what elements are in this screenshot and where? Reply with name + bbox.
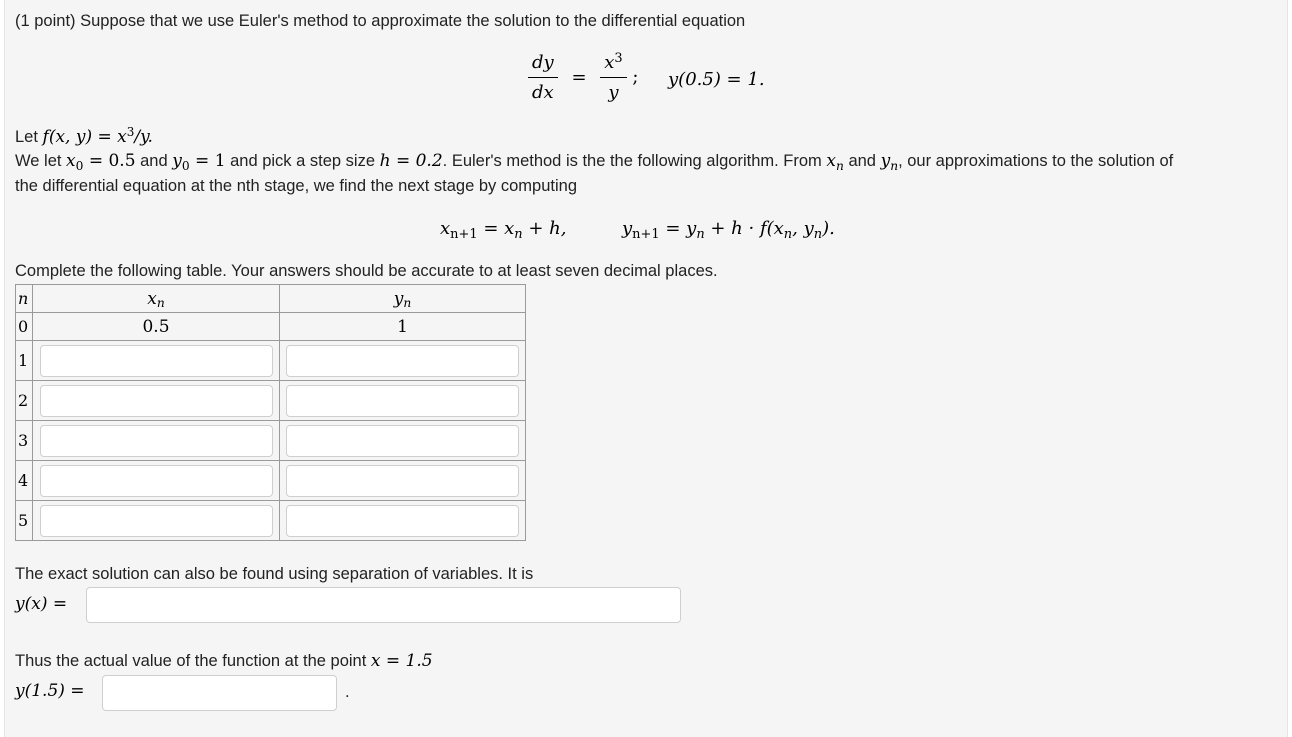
- algorithm-paragraph-line2: the differential equation at the nth stage, we find the next stage by computing: [15, 177, 577, 195]
- x0-base: x: [66, 151, 76, 171]
- yn-base: y: [880, 151, 891, 171]
- exact-solution-text: The exact solution can also be found using separation of variables. It is: [15, 565, 534, 583]
- header-yn: [280, 285, 526, 313]
- y3-input[interactable]: [286, 425, 519, 457]
- row-index: 4: [16, 461, 33, 501]
- let-tail: /y.: [134, 127, 153, 147]
- exact-solution-label: y(x) =: [15, 594, 68, 614]
- algorithm-y-step: [622, 218, 835, 242]
- y2-input[interactable]: [286, 385, 519, 417]
- euler-table: [15, 284, 526, 541]
- y1-cell: [280, 341, 526, 381]
- table-row: [16, 461, 526, 501]
- ode-lhs-fraction: [528, 52, 558, 103]
- x0-value: 0.5: [33, 313, 280, 341]
- alg-a2-sub: n: [514, 226, 523, 242]
- x4-cell: [33, 461, 280, 501]
- alg-b1-sub: n+1: [632, 226, 660, 242]
- y5-input[interactable]: [286, 505, 519, 537]
- y4-cell: [280, 461, 526, 501]
- x2-cell: [33, 381, 280, 421]
- step-size: h = 0.2: [379, 151, 443, 171]
- header-yn-base: y: [393, 288, 404, 309]
- let-f-line: [15, 127, 153, 147]
- y5-cell: [280, 501, 526, 541]
- alg-b3: + h · f(x: [704, 218, 784, 239]
- alg-b4-sub: n: [813, 226, 823, 242]
- let-prefix: Let: [15, 128, 43, 146]
- let-func: f(x, y) = x: [42, 127, 127, 147]
- alg-a3: + h,: [522, 218, 567, 239]
- ode-rhs-den: y: [608, 82, 619, 103]
- x3-input[interactable]: [40, 425, 273, 457]
- row-index: 1: [16, 341, 33, 381]
- actual-value-label: y(1.5) =: [15, 681, 85, 701]
- yn-sub: n: [890, 158, 899, 173]
- y0-value: 1: [280, 313, 526, 341]
- ode-rhs-num-exp: 3: [614, 50, 623, 66]
- y0-val: = 1: [189, 151, 226, 171]
- row-index: 0: [16, 313, 33, 341]
- let-exp: 3: [126, 125, 135, 139]
- table-row: [16, 381, 526, 421]
- alg-b4: , y: [792, 218, 814, 239]
- header-yn-sub: n: [403, 296, 412, 311]
- alg-b3-sub: n: [783, 226, 793, 242]
- y0-base: y: [172, 151, 182, 171]
- para-t2: and: [135, 152, 173, 170]
- x1-input[interactable]: [40, 345, 273, 377]
- algorithm-paragraph: [15, 151, 1173, 171]
- header-xn-base: x: [147, 288, 157, 309]
- row-index: 3: [16, 421, 33, 461]
- y1-input[interactable]: [286, 345, 519, 377]
- ode-separator: ;: [632, 66, 639, 88]
- x2-input[interactable]: [40, 385, 273, 417]
- actual-value-point: x = 1.5: [370, 651, 433, 671]
- x3-cell: [33, 421, 280, 461]
- para-t1: We let: [15, 152, 67, 170]
- y0-sub: 0: [181, 158, 190, 173]
- alg-b2: = y: [659, 218, 697, 239]
- alg-b1: y: [622, 218, 633, 239]
- x1-cell: [33, 341, 280, 381]
- xn-sub: n: [835, 158, 844, 173]
- actual-value-text: [15, 651, 433, 671]
- exact-solution-input[interactable]: [86, 587, 681, 623]
- ode-rhs-fraction: [600, 52, 626, 103]
- alg-a2: = x: [477, 218, 515, 239]
- para-t5: and: [843, 152, 881, 170]
- alg-a1-sub: n+1: [450, 226, 478, 242]
- ode-rhs-num-base: x: [604, 52, 615, 73]
- actual-value-input[interactable]: [102, 675, 337, 711]
- x0-sub: 0: [75, 158, 84, 173]
- ode-equation: [528, 52, 638, 103]
- alg-b5: ).: [822, 218, 835, 239]
- header-xn-sub: n: [156, 296, 165, 311]
- problem-intro: (1 point) Suppose that we use Euler's method to approximate the solution to the differential equation: [15, 12, 746, 30]
- alg-a1: x: [440, 218, 451, 239]
- x5-input[interactable]: [40, 505, 273, 537]
- x5-cell: [33, 501, 280, 541]
- para-t3: and pick a step size: [225, 152, 380, 170]
- y2-cell: [280, 381, 526, 421]
- table-header-row: [16, 285, 526, 313]
- table-row: [16, 313, 526, 341]
- table-row: [16, 421, 526, 461]
- para-t4: . Euler's method is the the following algorithm. From: [442, 152, 827, 170]
- ode-equals: =: [571, 66, 587, 88]
- table-row: [16, 341, 526, 381]
- initial-condition: y(0.5) = 1.: [668, 69, 765, 90]
- para-t6: , our approximations to the solution of: [898, 152, 1174, 170]
- table-row: [16, 501, 526, 541]
- header-n: n: [16, 285, 33, 313]
- row-index: 2: [16, 381, 33, 421]
- ode-lhs-den: dx: [532, 82, 554, 103]
- y3-cell: [280, 421, 526, 461]
- algorithm-x-step: [440, 218, 567, 242]
- alg-b2-sub: n: [696, 226, 705, 242]
- x0-val: = 0.5: [83, 151, 136, 171]
- actual-value-prefix: Thus the actual value of the function at the point: [15, 652, 371, 670]
- table-instructions: Complete the following table. Your answers should be accurate to at least seven decimal places.: [15, 262, 718, 280]
- row-index: 5: [16, 501, 33, 541]
- y4-input[interactable]: [286, 465, 519, 497]
- xn-base: x: [826, 151, 836, 171]
- header-xn: [33, 285, 280, 313]
- x4-input[interactable]: [40, 465, 273, 497]
- ode-lhs-num: dy: [528, 52, 558, 78]
- actual-value-period: .: [345, 683, 350, 701]
